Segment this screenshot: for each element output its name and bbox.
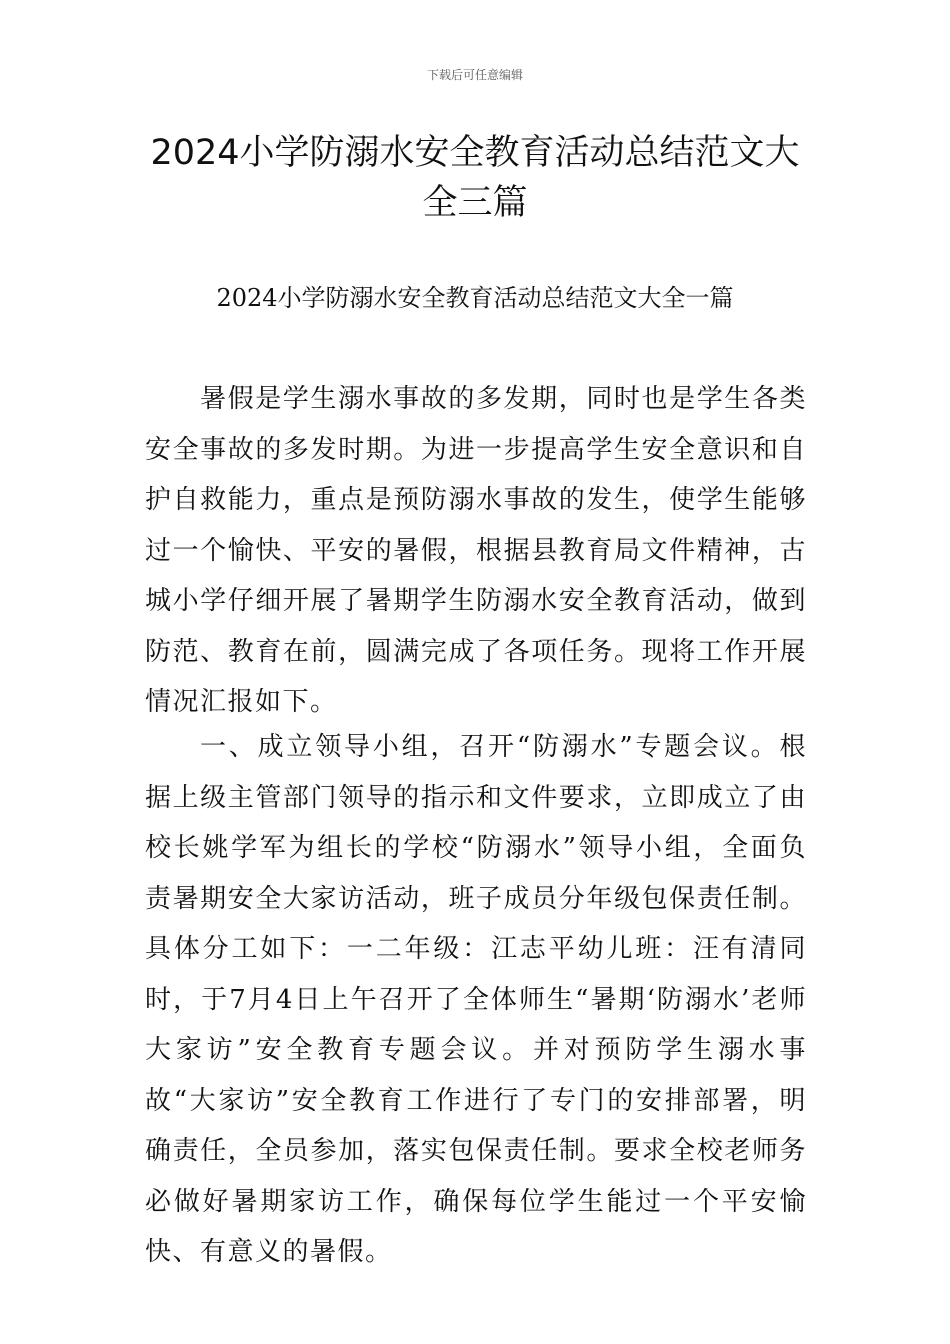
- document-title: 2024小学防溺水安全教育活动总结范文大全三篇: [150, 133, 800, 223]
- section-subtitle: 2024小学防溺水安全教育活动总结范文大全一篇: [216, 284, 734, 312]
- body-paragraph: 一、成立领导小组，召开“防溺水”专题会议。根据上级主管部门领导的指示和文件要求，立即成立了由校长姚学军为组长的学校“防溺水”领导小组，全面负责暑期安全大家访活动，班子成员分年级包保责任制。具体分工如下：一二年级：江志平幼儿班：汪有清同时，于7月4日上午召开了全体师生“暑期‘防溺水’老师大家访”安全教育专题会议。并对预防学生溺水事故“大家访”安全教育工作进行了专门的安排部署，明确责任，全员参加，落实包保责任制。要求全校老师务必做好暑期家访工作，确保每位学生能过一个平安愉快、有意义的暑假。: [145, 732, 807, 1267]
- body-paragraph: 暑假是学生溺水事故的多发期，同时也是学生各类安全事故的多发时期。为进一步提高学生安全意识和自护自救能力，重点是预防溺水事故的发生，使学生能够过一个愉快、平安的暑假，根据县教育局文件精神，古城小学仔细开展了暑期学生防溺水安全教育活动，做到防范、教育在前，圆满完成了各项任务。现将工作开展情况汇报如下。: [145, 384, 807, 717]
- header-note: 下载后可任意编辑: [426, 68, 523, 82]
